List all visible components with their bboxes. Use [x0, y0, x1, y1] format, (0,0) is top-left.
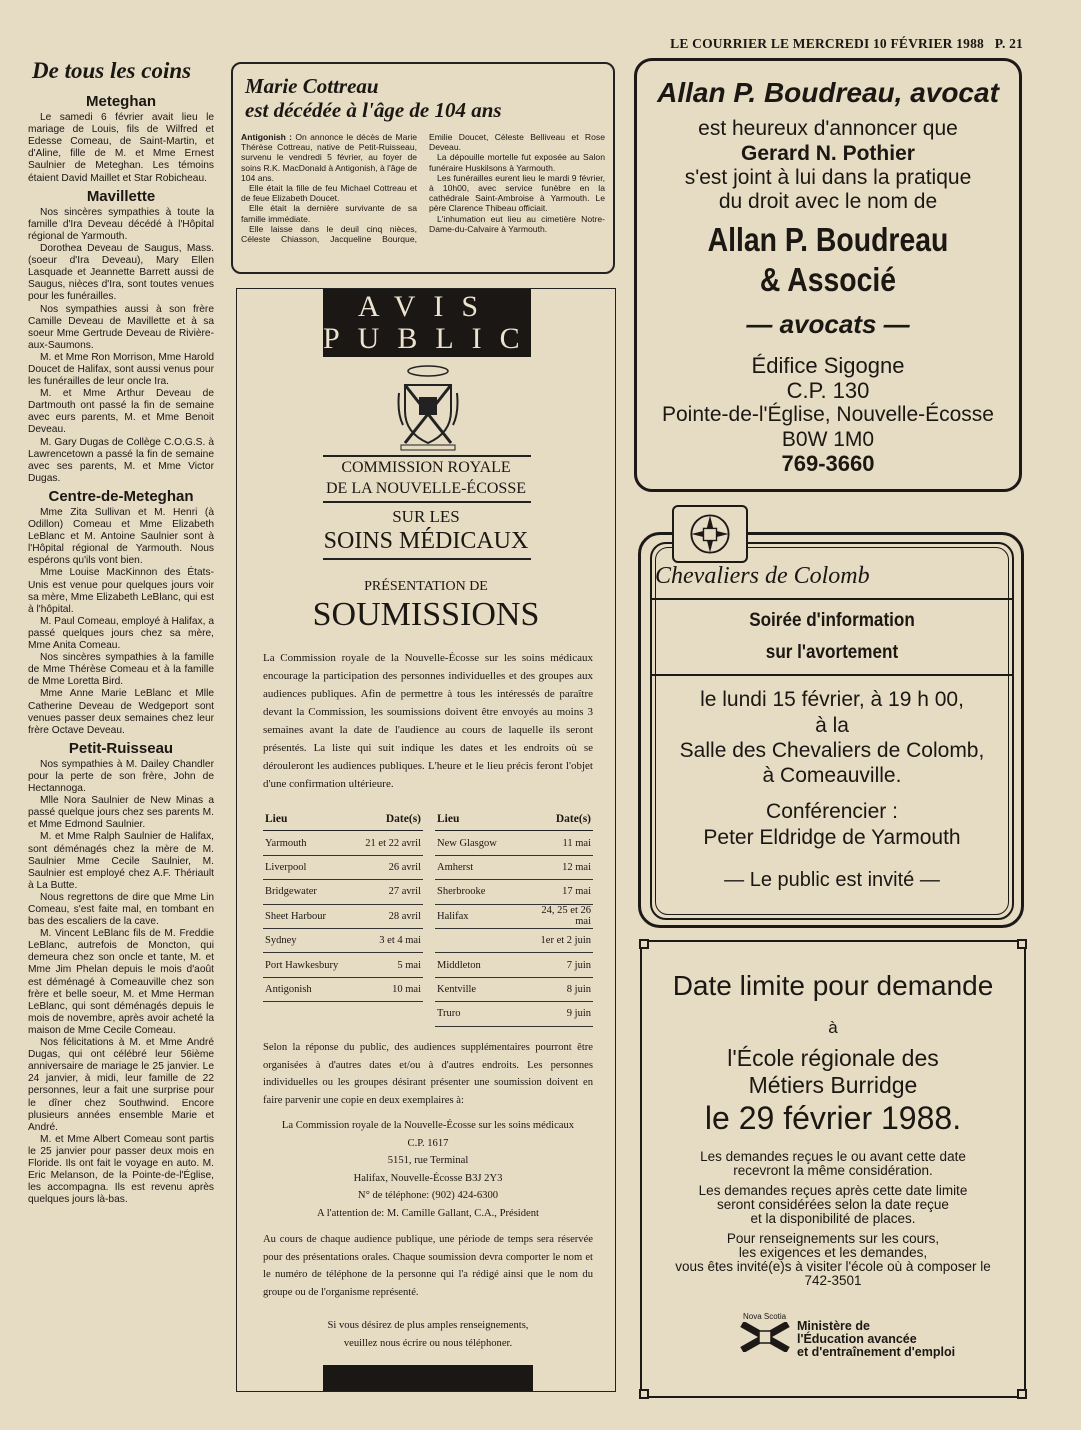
phone-number: 769-3660: [781, 451, 875, 476]
speaker-label: Conférencier :: [766, 800, 898, 823]
cell-date: 1er et 2 juin: [527, 928, 593, 952]
news-paragraph: Mme Anne Marie LeBlanc et Mlle Catherine Deveau de Wedgeport sont venues passer deux semaines chez leur frère Octave Deveau.: [28, 688, 214, 736]
obituary-paragraph: Elle laisse dans le deuil cinq nièces, Céleste Chiasson, Jacqueline Bourque, Emilie Doucet, Céleste Belliveau et Rose Deveau.: [241, 132, 605, 245]
cell-lieu: [263, 1002, 357, 1026]
cell-date: 8 juin: [527, 977, 593, 1001]
supplementary-note: Selon la réponse du public, des audiences supplémentaires pourront être organisées à d'autres dates et/ou à d'autres endroits. Les personnes individuelles ou les groupes désirant présenter une soumission doivent en faire parvenir une copie en deux exemplaires à:: [263, 1042, 593, 1106]
subject-line-2: SOINS MÉDICAUX: [323, 528, 529, 554]
attention-line: A l'attention de: M. Camille Gallant, C.A., Président: [317, 1207, 539, 1219]
nova-scotia-logo-icon: [740, 1322, 790, 1352]
cell-date: 27 avril: [357, 880, 423, 904]
text-line: recevront la même considération.: [733, 1163, 933, 1178]
contact-line-2: veuillez nous écrire ou nous téléphoner.: [343, 1337, 513, 1349]
contact-line-1: Si vous désirez de plus amples renseignements,: [327, 1320, 529, 1331]
commission-line-2: DE LA NOUVELLE-ÉCOSSE: [326, 480, 526, 497]
school-phone: 742-3501: [804, 1273, 862, 1288]
cell-date: 5 mai: [357, 953, 423, 977]
cell-lieu: Middleton: [435, 953, 527, 977]
ministry-line-3: et d'entraînement d'emploi: [797, 1345, 956, 1359]
table-row: [263, 977, 593, 1001]
partner-name: Gerard N. Pothier: [741, 142, 915, 165]
commission-line-1: COMMISSION ROYALE: [341, 459, 511, 476]
news-paragraph: Mme Zita Sullivan et M. Henri (à Odillon) Comeau et Mme Elizabeth LeBlanc et M. Antoine Saulnier sont à l'Hôpital régional de Yarmouth. Nous espérons qu'ils vont bien.: [28, 507, 214, 567]
event-a-la: à la: [815, 714, 849, 737]
event-venue: Salle des Chevaliers de Colomb,: [679, 739, 985, 762]
news-paragraph: Mme Louise MacKinnon des États-Unis est venue pour quelques jours voir sa mère, Mme Elizabeth LeBlanc, qui est à l'hôpital.: [28, 567, 214, 615]
firm-avocats: — avocats —: [746, 309, 910, 339]
address-line: La Commission royale de la Nouvelle-Écosse sur les soins médicaux: [281, 1120, 575, 1131]
news-paragraph: Nos sincères sympathies à la famille de Mme Thérèse Comeau et à la famille de Mme Loretta Bird.: [28, 652, 214, 688]
firm-associe: & Associé: [759, 261, 897, 298]
news-paragraph: Nos félicitations à M. et Mme André Dugas, qui ont célébré leur 56ième anniversaire de mariage le 25 janvier. Le 24 janvier, à midi, leur famille de 22 personnes, leur a fait une surprise pour le dîner chez Southwind. Encore plusieurs années ensemble Marie et André.: [28, 1037, 214, 1133]
address-building: Édifice Sigogne: [751, 353, 905, 378]
announce-line-3: du droit avec le nom de: [718, 190, 938, 213]
phone-line: N° de téléphone: (902) 424-6300: [357, 1190, 499, 1201]
cell-date: 11 mai: [527, 831, 593, 855]
cell-date: 24, 25 et 26 mai: [527, 904, 593, 928]
running-title: LE COURRIER LE MERCREDI 10 FÉVRIER 1988: [670, 36, 984, 51]
news-paragraph: Mlle Nora Saulnier de New Minas a passé quelque jours chez ses parents M. et Mme Edmond Saulnier.: [28, 795, 214, 831]
obituary-headline: [245, 74, 605, 122]
text-line: Les demandes reçues après cette date limite: [698, 1183, 968, 1198]
text-line: et la disponibilité de places.: [750, 1211, 916, 1226]
subject-line-1: SUR LES: [392, 507, 460, 526]
table-row: [263, 953, 593, 977]
divider: [323, 558, 531, 560]
page-number: P. 21: [994, 36, 1023, 51]
nova-scotia-caption: Nova Scotia: [743, 1312, 787, 1321]
speaker-name: Peter Eldridge de Yarmouth: [703, 826, 961, 849]
cell-lieu: Sheet Harbour: [263, 904, 357, 928]
deadline-date: le 29 février 1988.: [704, 1100, 962, 1136]
cell-lieu: Sydney: [263, 928, 357, 952]
text-line: Les demandes reçues le ou avant cette date: [700, 1149, 966, 1164]
col-dates-right: Date(s): [527, 807, 593, 831]
obituary-headline-line-1: Marie Cottreau: [245, 74, 379, 98]
news-paragraph: Nos sincères sympathies à toute la famille d'Ira Deveau décédé à l'Hôpital régional de Yarmouth.: [28, 206, 214, 242]
cell-date: [357, 1002, 423, 1026]
address-line: 5151, rue Terminal: [387, 1155, 469, 1166]
cell-lieu: Sherbrooke: [435, 880, 527, 904]
cell-lieu: Antigonish: [263, 977, 357, 1001]
avis-intro: La Commission royale de la Nouvelle-Écosse sur les soins médicaux encourage la participation des personnes individuelles et des groupes aux audiences publiques. Afin de permettre à tous les intéressés de paraître devant la Commission, les soumissions doivent être envoyés au moins 3 semaines avant la date de l'audience au cours de laquelle ils seront présentés. La liste qui suit indique les dates et les endroits où se dérouleront les audiences publiques. L'heure et le lieu précis feront l'objet d'une confirmation ultérieure.: [263, 652, 593, 790]
event-title-2: sur l'avortement: [765, 642, 899, 663]
firm-name: Allan P. Boudreau: [707, 221, 949, 258]
ministry-line-1: Ministère de: [797, 1319, 870, 1333]
event-town: à Comeauville.: [762, 764, 902, 787]
news-paragraph: Nous regrettons de dire que Mme Lin Comeau, s'est faite mal, en tombant en bas des escaliers de la cave.: [28, 891, 214, 928]
banner-line-1: AVIS: [357, 290, 497, 323]
table-row: [263, 831, 593, 855]
community-news-column: [28, 58, 214, 1206]
table-row: [263, 880, 593, 904]
mailing-address: [263, 1117, 593, 1222]
obituary-paragraph: Elle était la fille de feu Michael Cottreau et de feue Elizabeth Doucet.: [241, 183, 417, 204]
public-invited: — Le public est invité —: [724, 869, 940, 891]
text-line: seront considérées selon la date reçue: [717, 1197, 949, 1212]
paragraph-on-time: [640, 1150, 1026, 1178]
cell-lieu: [435, 928, 527, 952]
paragraph-info: [640, 1232, 1026, 1288]
news-paragraph: M. et Mme Ralph Saulnier de Halifax, sont déménagés chez la mère de M. Saulnier Mme Cecile Saulnier, M. Saulnier est employé chez A.F. Thériault à La Butte.: [28, 831, 214, 891]
address-line: Halifax, Nouvelle-Écosse B3J 2Y3: [353, 1172, 503, 1184]
deadline-a: à: [828, 1018, 838, 1037]
obituary-headline-line-2: est décédée à l'âge de 104 ans: [245, 98, 502, 122]
cell-date: 26 avril: [357, 855, 423, 879]
cell-lieu: Halifax: [435, 904, 527, 928]
event-title-1: Soirée d'information: [749, 610, 915, 631]
coat-of-arms-icon: [397, 363, 459, 451]
ministry-name: [797, 1320, 955, 1359]
address-postal-code: B0W 1M0: [781, 428, 875, 451]
section-heading: Petit-Ruisseau: [68, 739, 174, 757]
school-line-2: Métiers Burridge: [748, 1072, 918, 1098]
announce-line-1: est heureux d'annoncer que: [698, 117, 958, 140]
col-lieu-right: Lieu: [435, 807, 527, 831]
obituary-body: [241, 132, 605, 244]
news-paragraph: M. Paul Comeau, employé à Halifax, a passé quelques jours chez sa mère, Mme Anita Comeau.: [28, 615, 214, 652]
cell-lieu: Liverpool: [263, 855, 357, 879]
paragraph-late: [640, 1184, 1026, 1226]
chevaliers-script-title: Chevaliers de Colomb: [655, 563, 870, 589]
oral-presentation-note: Au cours de chaque audience publique, une période de temps sera réservée pour des présentations orales. Chaque soumission devra comporter le nom et le numéro de téléphone de la personne qui l'a rédigé ainsi que le nom du groupe ou de l'organisme représenté.: [263, 1234, 593, 1298]
soumissions-title: SOUMISSIONS: [312, 596, 540, 633]
cell-lieu: Port Hawkesbury: [263, 953, 357, 977]
cell-lieu: Amherst: [435, 855, 527, 879]
cell-lieu: New Glasgow: [435, 831, 527, 855]
address-line: C.P. 1617: [407, 1137, 449, 1149]
school-line-1: l'École régionale des: [727, 1045, 939, 1071]
divider: [652, 598, 1012, 600]
avis-public-banner: [323, 289, 538, 357]
cell-date: 3 et 4 mai: [357, 928, 423, 952]
cell-date: 12 mai: [527, 855, 593, 879]
address-town: Pointe-de-l'Église, Nouvelle-Écosse: [661, 403, 994, 426]
cell-lieu: Kentville: [435, 977, 527, 1001]
section-heading: Mavillette: [86, 187, 156, 205]
table-header: [263, 807, 593, 831]
table-row: [263, 1002, 593, 1026]
table-row: [263, 855, 593, 879]
banner-line-2: PUBLIC: [323, 322, 538, 355]
deadline-title: Date limite pour demande: [672, 970, 994, 1001]
cell-date: 28 avril: [357, 904, 423, 928]
news-paragraph: M. Gary Dugas de Collège C.O.G.S. à Lawrencetown a passé la fin de semaine avec ses parents, M. et Mme Victor Dugas.: [28, 436, 214, 484]
table-row: [263, 904, 593, 928]
obituary-paragraph: [241, 132, 417, 183]
table-row: [263, 928, 593, 952]
text-line: Pour renseignements sur les cours,: [726, 1231, 940, 1246]
hearings-table: [263, 807, 593, 1027]
section-heading: Centre-de-Meteghan: [48, 487, 194, 505]
announce-line-2: s'est joint à lui dans la pratique: [684, 166, 972, 189]
obituary-text: On annonce le décès de Marie Thérèse Cottreau, native de Petit-Ruisseau, survenu le vendredi 5 février, au foyer de soins R.K. MacDonald à Antigonish, à l'âge de 104 ans.: [241, 132, 418, 183]
col-lieu-left: Lieu: [263, 807, 357, 831]
column-sections: [28, 93, 214, 1206]
contact-note: [263, 1317, 593, 1352]
address-po-box: C.P. 130: [786, 378, 870, 403]
lawyer-name: Allan P. Boudreau, avocat: [657, 77, 999, 108]
news-paragraph: Le samedi 6 février avait lieu le mariage de Louis, fils de Wilfred et Edesse Comeau, de Saint-Martin, et d'Aline, fille de M. et Mme Ernest Saulnier de Meteghan. Les témoins étaient David Maillet et Star Robicheau.: [28, 112, 214, 184]
news-paragraph: M. et Mme Ron Morrison, Mme Harold Doucet de Halifax, sont aussi venus pour les funérailles de leur oncle Ira.: [28, 351, 214, 388]
cell-date: 10 mai: [357, 977, 423, 1001]
cell-lieu: Truro: [435, 1002, 527, 1026]
obituary-box: [231, 62, 615, 274]
text-line: vous êtes invité(e)s à visiter l'école où à composer le: [675, 1259, 991, 1274]
obituary-paragraph: Elle était la dernière survivante de sa famille immédiate.: [241, 203, 417, 224]
law-firm-ad: [634, 58, 1022, 492]
presentation-label: PRÉSENTATION DE: [364, 579, 488, 594]
cell-lieu: Yarmouth: [263, 831, 357, 855]
obituary-paragraph: L'inhumation eut lieu au cimetière Notre-Dame-du-Calvaire à Yarmouth.: [429, 213, 605, 234]
knights-emblem-icon: [672, 505, 748, 563]
cell-date: 7 juin: [527, 953, 593, 977]
text-line: les exigences et les demandes,: [738, 1245, 928, 1260]
news-paragraph: Dorothea Deveau de Saugus, Mass. (soeur d'Ira Deveau), Mary Ellen Lasquade et Jeannette Barrett aussi de Saugus, nièces d'Ira, sont toutes venues pour les funérailles.: [28, 243, 214, 303]
divider: [652, 674, 1012, 676]
obituary-paragraph: Les funérailles eurent lieu le mardi 9 février, à 10h00, avec service funèbre en la cathédrale Saint-Ambroise à Yarmouth. Le père Clarence Thibeau officiait.: [429, 172, 605, 214]
news-paragraph: M. et Mme Albert Comeau sont partis le 25 janvier pour passer deux mois en Floride. Ils ont fait le voyage en auto. M. Eric Melanson, de la Pointe-de-l'Église, les accompagna. Ils est revenu après quelques jours là-bas.: [28, 1133, 214, 1206]
column-title: De tous les coins: [32, 58, 192, 83]
page-header: [670, 36, 1023, 52]
divider: [323, 501, 531, 503]
news-paragraph: Nos sympathies aussi à son frère Camille Deveau de Mavillette et à sa soeur Mme Gertrude Deveau de Rivière-aux-Saumons.: [28, 303, 214, 351]
col-dates-left: Date(s): [357, 807, 423, 831]
avis-public-ad: [236, 288, 616, 1392]
ministry-line-2: l'Éducation avancée: [797, 1332, 917, 1346]
cell-lieu: Bridgewater: [263, 880, 357, 904]
cell-date: 21 et 22 avril: [357, 831, 423, 855]
news-paragraph: M. Vincent LeBlanc fils de M. Freddie LeBlanc, autrefois de Moncton, qui demeura chez son oncle et tante, M. et Mme Jim Phelan depuis le mois d'août est déménagé à Comeauville chez son frère et belle soeur, M. et Mme Herman LeBlanc, qui sont déménagés depuis le mois de novembre, après avoir acheté la maison de Mme Cecile Comeau.: [28, 928, 214, 1036]
footer-bar: [323, 1365, 533, 1391]
obituary-dateline: Antigonish :: [241, 132, 293, 142]
cell-date: 9 juin: [527, 1002, 593, 1026]
news-paragraph: M. et Mme Arthur Deveau de Dartmouth ont passé la fin de semaine avec eurs parents, M. et Mme Benoit Deveau.: [28, 388, 214, 436]
event-date: le lundi 15 février, à 19 h 00,: [700, 688, 964, 711]
news-paragraph: Nos sympathies à M. Dailey Chandler pour la perte de son frère, John de Hectannoga.: [28, 758, 214, 795]
commission-name: [237, 457, 615, 499]
obituary-paragraph: La dépouille mortelle fut exposée au Salon funéraire Huskilsons à Yarmouth.: [429, 152, 605, 173]
section-heading: Meteghan: [85, 93, 156, 110]
cell-date: 17 mai: [527, 880, 593, 904]
